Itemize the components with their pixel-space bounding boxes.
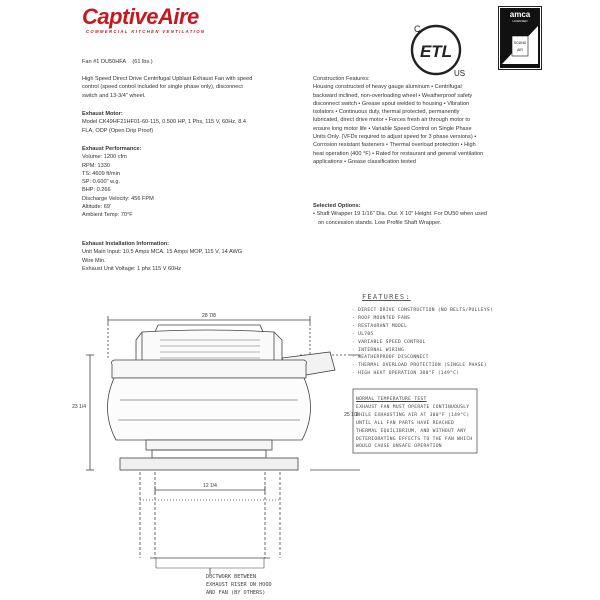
amca-licensed: LICENSED <box>512 19 528 23</box>
ductwork-note-3: AND FAN (BY OTHERS) <box>206 590 266 596</box>
etl-mark: ETL <box>419 42 453 61</box>
selected-options-title: Selected Options: <box>313 203 361 209</box>
logo-tagline: COMMERCIAL KITCHEN VENTILATION <box>86 29 206 34</box>
dim-base-label: 12 1/4 <box>203 483 217 489</box>
selected-options-section: Selected Options: • Shaft Wrapper 19 1/16" Dia. Out. X 10" Height. For DU50 when used on concession stands. Low Profile Shaft Wrapper. <box>313 202 533 227</box>
normal-temp-title: NORMAL TEMPERATURE TEST <box>356 397 427 402</box>
normal-temp-box <box>352 388 478 454</box>
fan-id-line <box>82 58 153 66</box>
etl-us: US <box>454 69 466 78</box>
captiveaire-logo: CaptiveAire <box>82 4 199 29</box>
construction-section: Construction Features: Housing constructed of heavy gauge aluminum • Centrifugal backward inclined, non-overloading wheel • Weatherproof safety disconnect switch • Grease spout welded to housing • Vibration isolators • Continuous duty, thermal protected, permanently lubricated, direct drive motor • Forces fresh air through motor to ensure long motor life • Variable Speed Control on Single Phase Units Only. (VFDs required to adjust speed for 3 phase versions) • Corrosion resistant fasteners • Thermal overload protection • High heat operation (400 °F) • Rated for restaurant and general ventilation applications • Grease classification tested <box>313 75 533 166</box>
installation-title: Exhaust Installation Information: <box>82 241 170 247</box>
performance-section: Exhaust Performance: Volume: 1200 cfm RPM: 1330 TS: 4609 ft/min SP: 0.600" w.g. BHP: 0.266 Discharge Velocity: 456 FPM Altitude: 69' Ambient Temp: 70°F <box>82 145 282 220</box>
etl-c: C <box>414 24 421 34</box>
amca-air: AIR <box>517 48 523 52</box>
dim-width-label: 28 7/8 <box>202 313 216 319</box>
installation-section: Exhaust Installation Information: Unit Main Input: 10.5 Amps MCA, 15 Amps MOP, 115 V, 14 AWG Wire Min. Exhaust Unit Voltage: 1 phs 115 V 60Hz <box>82 240 302 273</box>
fan-housing <box>107 378 310 440</box>
fan-weight: (61 lbs.) <box>132 59 153 65</box>
motor-housing <box>136 330 282 364</box>
motor-title: Exhaust Motor: <box>82 111 123 117</box>
amca-text: amca <box>509 10 531 19</box>
ductwork-note-1: DUCTWORK BETWEEN <box>206 574 256 580</box>
construction-title: Construction Features: <box>313 76 370 82</box>
curb-base <box>120 458 298 470</box>
etl-listed-badge <box>404 18 468 82</box>
fan-id: Fan #1 DU50HFA <box>82 59 127 65</box>
fan-technical-drawing <box>60 300 360 600</box>
features-list: - DIRECT DRIVE CONSTRUCTION (NO BELTS/PULLEYS) - ROOF MOUNTED FANS - RESTAURANT MODEL - UL705 - VARIABLE SPEED CONTROL - INTERNAL WIRING - WEATHERPROOF DISCONNECT - THERMAL OVERLOAD PROTECTION (SINGLE PHASE) - HIGH HEAT OPERATION 300°F (149°C) <box>352 308 494 377</box>
amca-sound: SOUND <box>513 41 527 45</box>
features-title: FEATURES: <box>362 293 411 301</box>
intro-text: High Speed Direct Drive Centrifugal Upblast Exhaust Fan with speed control (speed control included for single phase only), disconnect switch and 13-3/4" wheel. <box>82 76 253 99</box>
amca-seal-badge <box>498 6 542 70</box>
performance-title: Exhaust Performance: <box>82 146 142 152</box>
dim-height-left-label: 23 1/4 <box>72 404 86 410</box>
ductwork-note-2: EXHAUST RISER ON HOOD <box>206 582 272 588</box>
normal-temp-note: NORMAL TEMPERATURE TEST EXHAUST FAN MUST OPERATE CONTINUOUSLY WHILE EXHAUSTING AIR AT 300°F (149°C) UNTIL ALL FAN PARTS HAVE REACHED THERMAL EQUILIBRIUM, AND WITHOUT ANY DETERIORATING EFFECTS TO THE FAN WHICH WOULD CAUSE UNSAFE OPERATION <box>356 396 526 451</box>
motor-section: Exhaust Motor: Model CK49HF21HF01-60-115, 0.500 HP, 1 Phs, 115 V, 60Hz, 8.4 FLA, ODP (Open Drip Proof) <box>82 110 302 135</box>
dim-height-right-label: 25 1/2 <box>344 412 358 418</box>
